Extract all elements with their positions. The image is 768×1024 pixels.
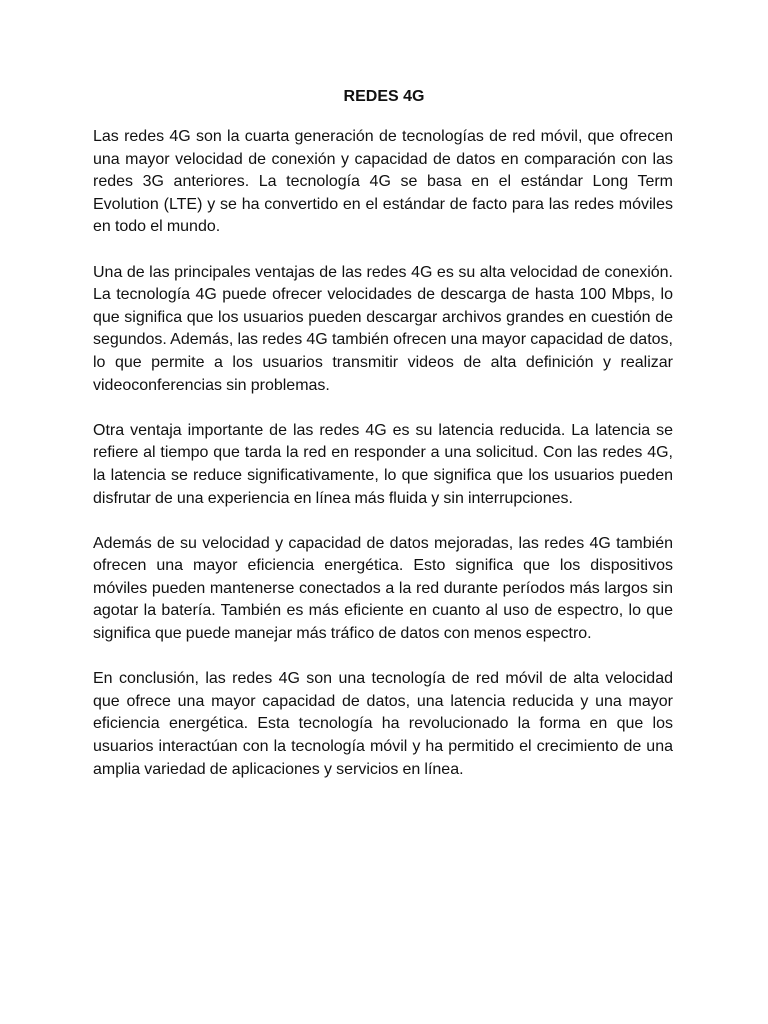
document-body [93, 126, 673, 804]
document-title: REDES 4G [343, 88, 425, 105]
paragraph-efficiency: Además de su velocidad y capacidad de datos mejoradas, las redes 4G también ofrecen una mayor eficiencia energética. Esto significa que los dispositivos móviles pueden mantenerse conectados a la red durante períodos más largos sin agotar la batería. También es más eficiente en cuanto al uso de espectro, lo que significa que puede manejar más tráfico de datos con menos espectro. [93, 534, 673, 643]
paragraph-latency: Otra ventaja importante de las redes 4G es su latencia reducida. La latencia se refiere al tiempo que tarda la red en responder a una solicitud. Con las redes 4G, la latencia se reduce significativamente, lo que significa que los usuarios pueden disfrutar de una experiencia en línea más fluida y sin interrupciones. [93, 421, 673, 507]
paragraph-speed: Una de las principales ventajas de las redes 4G es su alta velocidad de conexión. La tecnología 4G puede ofrecer velocidades de descarga de hasta 100 Mbps, lo que significa que los usuarios pueden descargar archivos grandes en cuestión de segundos. Además, las redes 4G también ofrecen una mayor capacidad de datos, lo que permite a los usuarios transmitir videos de alta definición y realizar videoconferencias sin problemas. [93, 263, 673, 394]
paragraph-intro: Las redes 4G son la cuarta generación de tecnologías de red móvil, que ofrecen una mayor velocidad de conexión y capacidad de datos en comparación con las redes 3G anteriores. La tecnología 4G se basa en el estándar Long Term Evolution (LTE) y se ha convertido en el estándar de facto para las redes móviles en todo el mundo. [93, 128, 673, 236]
paragraph-conclusion: En conclusión, las redes 4G son una tecnología de red móvil de alta velocidad que ofrece una mayor capacidad de datos, una latencia reducida y una mayor eficiencia energética. Esta tecnología ha revolucionado la forma en que los usuarios interactúan con la tecnología móvil y ha permitido el crecimiento de una amplia variedad de aplicaciones y servicios en línea. [93, 670, 673, 778]
